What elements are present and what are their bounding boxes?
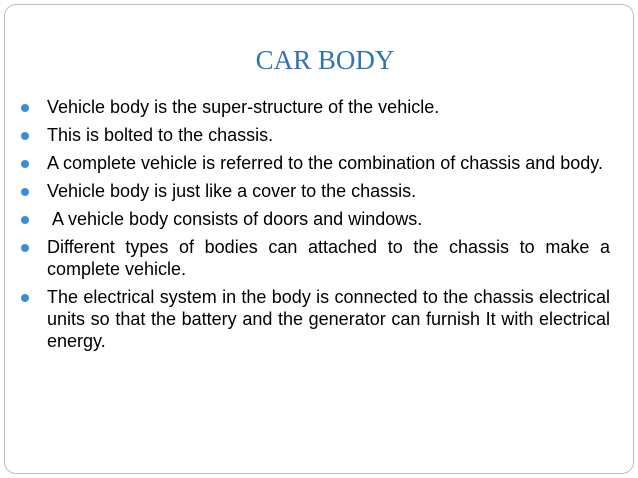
bullet-text: Vehicle body is the super-structure of the vehicle. (47, 97, 440, 117)
bullet-icon (21, 188, 29, 196)
bullet-item (20, 286, 610, 352)
bullet-icon (21, 132, 29, 140)
bullet-text: A complete vehicle is referred to the combination of chassis and body. (47, 153, 603, 173)
bullet-item (20, 96, 610, 118)
bullet-item (20, 180, 610, 202)
slide-title: CAR BODY (255, 45, 395, 75)
bullet-item (20, 152, 610, 174)
bullet-text: Vehicle body is just like a cover to the chassis. (47, 181, 417, 201)
bullet-item (20, 124, 610, 146)
bullet-text: A vehicle body consists of doors and windows. (47, 209, 423, 229)
bullet-icon (21, 294, 29, 302)
bullet-icon (21, 160, 29, 168)
bullet-text: Different types of bodies can attached to the chassis to make a complete vehicle. (47, 237, 610, 279)
bullet-icon (21, 216, 29, 224)
bullet-item (20, 236, 610, 280)
bullet-icon (21, 104, 29, 112)
bullet-icon (21, 244, 29, 252)
bullet-text: This is bolted to the chassis. (47, 125, 274, 145)
bullet-list (20, 96, 610, 358)
bullet-text: The electrical system in the body is connected to the chassis electrical units so that the battery and the generator can furnish It with electrical energy. (47, 287, 610, 351)
bullet-item (20, 208, 610, 230)
